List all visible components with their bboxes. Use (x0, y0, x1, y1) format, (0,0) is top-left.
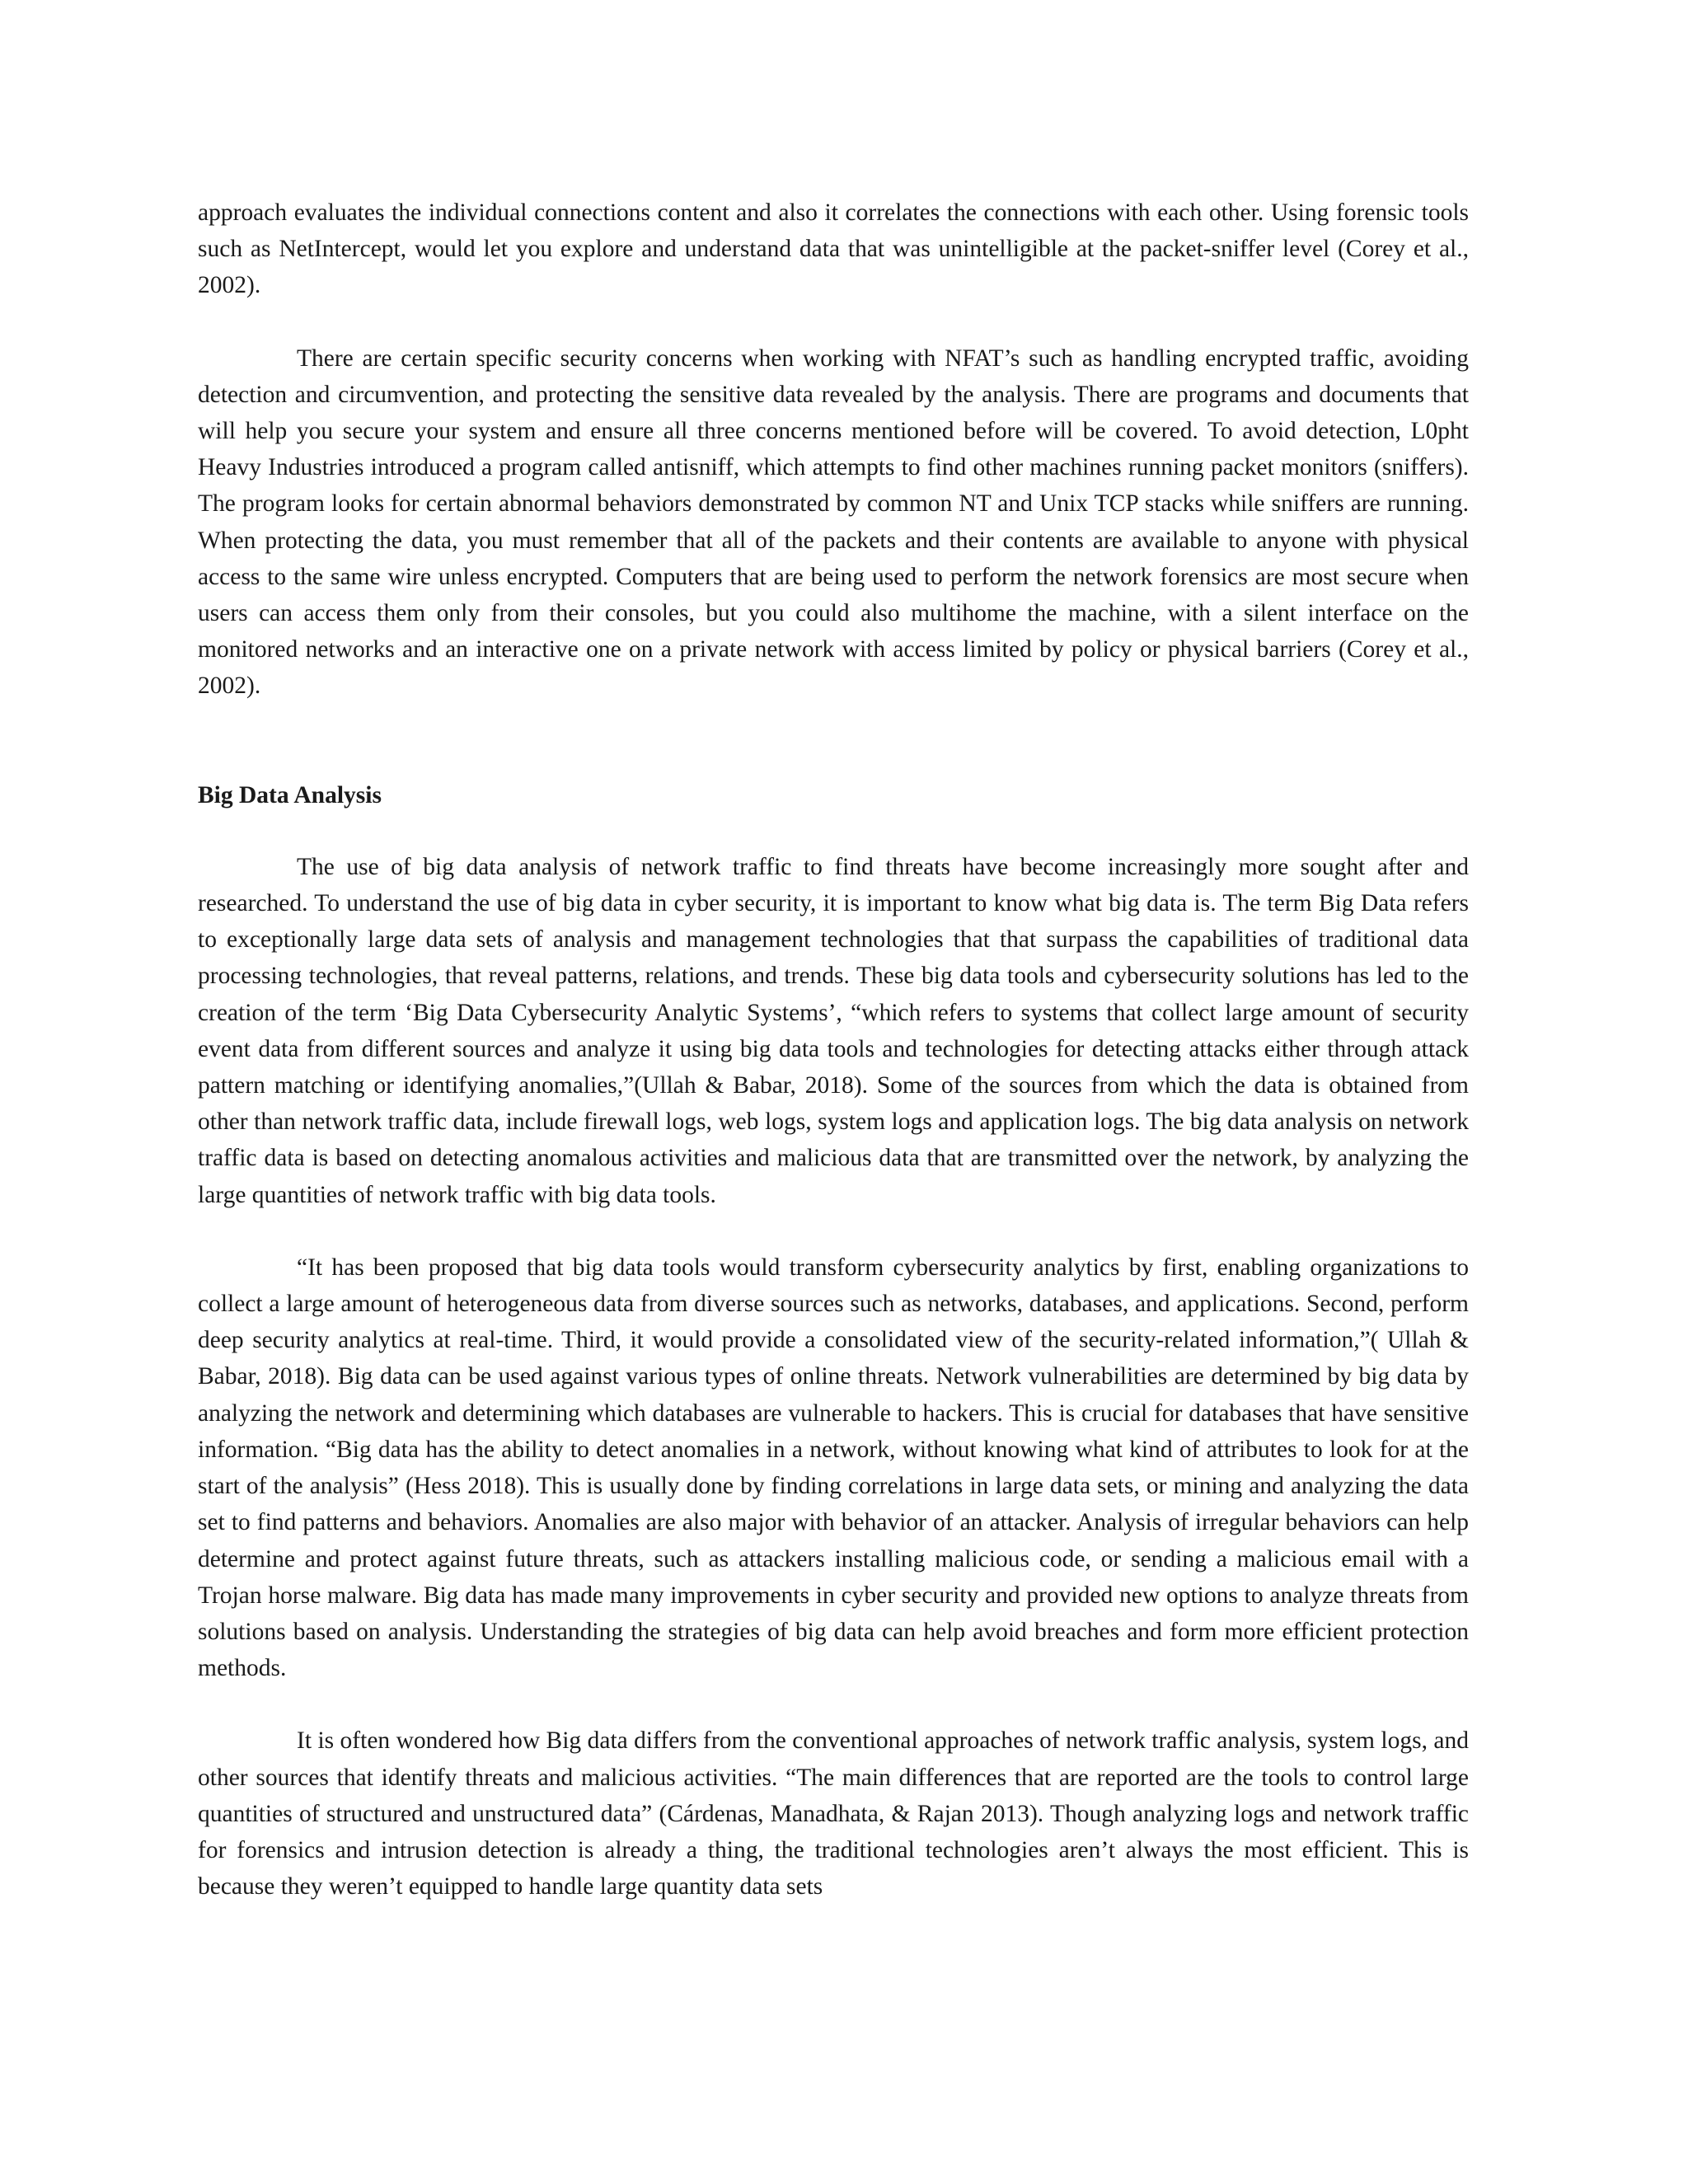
paragraph-nfat-security: There are certain specific security concerns when working with NFAT’s such as handling encrypted traffic, avoiding detection and circumvention, and protecting the sensitive data revealed by the analysis. There are programs and documents that will help you secure your system and ensure all three concerns mentioned before will be covered. To avoid detection, L0pht Heavy Industries introduced a program called antisniff, which attempts to find other machines running packet monitors (sniffers). The program looks for certain abnormal behaviors demonstrated by common NT and Unix TCP stacks while sniffers are running. When protecting the data, you must remember that all of the packets and their contents are available to anyone with physical access to the same wire unless encrypted. Computers that are being used to perform the network forensics are most secure when users can access them only from their consoles, but you could also multihome the machine, with a silent interface on the monitored networks and an interactive one on a private network with access limited by policy or physical barriers (Corey et al., 2002). (198, 344, 1469, 700)
paragraph-netintercept: approach evaluates the individual connections content and also it correlates the connections with each other. Using forensic tools such as NetIntercept, would let you explore and understand data that was unintelligible at the packet-sniffer level (Corey et al., 2002). (198, 199, 1469, 299)
paragraph-big-data-tools: “It has been proposed that big data tools would transform cybersecurity analytics by first, enabling organizations to collect a large amount of heterogeneous data from diverse sources such as networks, databases, and applications. Second, perform deep security analytics at real-time. Third, it would provide a consolidated view of the security-related information,”( Ullah & Babar, 2018). Big data can be used against various types of online threats. Network vulnerabilities are determined by big data by analyzing the network and determining which databases are vulnerable to hackers. This is crucial for databases that have sensitive information. “Big data has the ability to detect anomalies in a network, without knowing what kind of attributes to look for at the start of the analysis” (Hess 2018). This is usually done by finding correlations in large data sets, or mining and analyzing the data set to find patterns and behaviors. Anomalies are also major with behavior of an attacker. Analysis of irregular behaviors can help determine and protect against future threats, such as attackers installing malicious code, or sending a malicious email with a Trojan horse malware. Big data has made many improvements in cyber security and provided new options to analyze threats from solutions based on analysis. Understanding the strategies of big data can help avoid breaches and form more efficient protection methods. (198, 1254, 1469, 1682)
paragraph-big-data-intro: The use of big data analysis of network traffic to find threats have become increasingly more sought after and researched. To understand the use of big data in cyber security, it is important to know what big data is. The term Big Data refers to exceptionally large data sets of analysis and management technologies that that surpass the capabilities of traditional data processing technologies, that reveal patterns, relations, and trends. These big data tools and cybersecurity solutions has led to the creation of the term ‘Big Data Cybersecurity Analytic Systems’, “which refers to systems that collect large amount of security event data from different sources and analyze it using big data tools and technologies for detecting attacks either through attack pattern matching or identifying anomalies,”(Ullah & Babar, 2018). Some of the sources from which the data is obtained from other than network traffic data, include firewall logs, web logs, system logs and application logs. The big data analysis on network traffic data is based on detecting anomalous activities and malicious data that are transmitted over the network, by analyzing the large quantities of network traffic with big data tools. (198, 853, 1469, 1208)
document-page (198, 194, 1469, 1905)
section-heading: Big Data Analysis (198, 781, 382, 808)
paragraph-big-data-differences: It is often wondered how Big data differs from the conventional approaches of network traffic analysis, system logs, and other sources that identify threats and malicious activities. “The main differences that are reported are the tools to control large quantities of structured and unstructured data” (Cárdenas, Manadhata, & Rajan 2013). Though analyzing logs and network traffic for forensics and intrusion detection is already a thing, the traditional technologies aren’t always the most efficient. This is because they weren’t equipped to handle large quantity data sets (198, 1727, 1469, 1900)
